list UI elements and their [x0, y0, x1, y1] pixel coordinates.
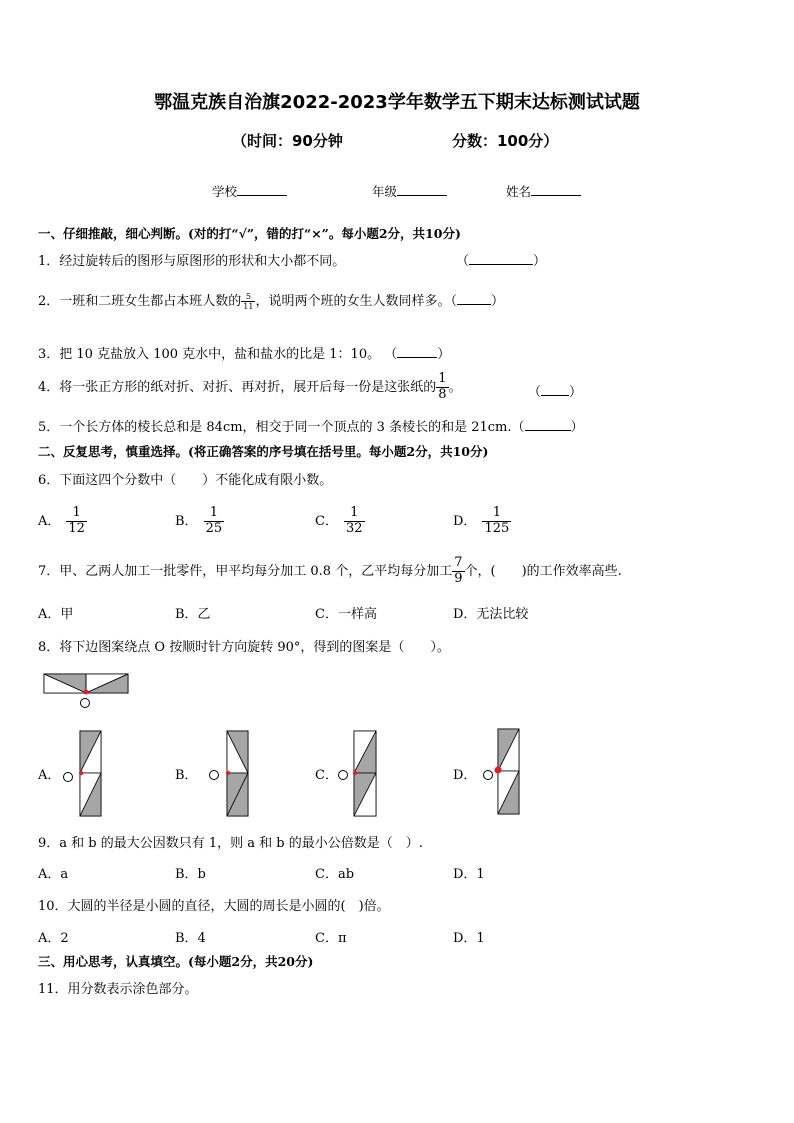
- q8-option-b-figure[interactable]: [210, 731, 249, 816]
- q7-option-a[interactable]: A．甲: [38, 607, 74, 622]
- page-title: 鄂温克族自治旗2022-2023学年数学五下期末达标测试试题: [154, 92, 640, 113]
- q6-c-den: 32: [345, 520, 363, 536]
- q8-option-c-label[interactable]: C．: [315, 768, 338, 783]
- q8-option-a-figure[interactable]: [64, 731, 102, 816]
- name-label: 姓名: [506, 184, 532, 199]
- exam-score: 分数：100分）: [452, 132, 559, 150]
- q4-text-b: 。: [448, 379, 462, 395]
- q2-text-b: ，说明两个班的女生人数同样多。（: [255, 294, 457, 309]
- q6-d-den: 125: [484, 520, 510, 536]
- q6-a-label: A．: [38, 513, 61, 529]
- q8-option-d-label[interactable]: D．: [453, 768, 477, 783]
- q6-a-den: 12: [68, 520, 85, 536]
- q8-original-figure: [44, 674, 128, 708]
- q6-b-den: 25: [205, 520, 223, 536]
- q9-option-a[interactable]: A．a: [38, 867, 69, 882]
- q8-option-c-figure[interactable]: [339, 731, 377, 816]
- section3-heading: 三、用心思考，认真填空。(每小题2分，共20分): [38, 954, 314, 969]
- exam-time: （时间：90分钟: [232, 132, 343, 150]
- q3-text: 3．把 10 克盐放入 100 克水中，盐和盐水的比是 1：10。 （: [38, 347, 398, 362]
- q4-paren-open: （: [528, 385, 542, 400]
- q9-option-d[interactable]: D．1: [453, 867, 485, 882]
- q8-option-d-figure[interactable]: [484, 729, 520, 814]
- q4-text-a: 4．将一张正方形的纸对折、对折、再对折，展开后每一份是这张纸的: [38, 379, 437, 395]
- q8-option-a-label[interactable]: A．: [38, 768, 61, 783]
- q2-text-a: 2．一班和二班女生都占本班人数的: [38, 294, 242, 309]
- question-9: 9．a 和 b 的最大公因数只有 1，则 a 和 b 的最小公倍数是（ ）.: [38, 836, 423, 851]
- q7-text-a: 7．甲、乙两人加工一批零件，甲平均每分加工 0.8 个，乙平均每分加工: [38, 563, 453, 579]
- q2-frac-den: 11: [243, 302, 254, 311]
- q7-frac-num: 7: [454, 555, 463, 570]
- q6-b-label: B．: [175, 513, 198, 529]
- q7-option-b[interactable]: B．乙: [175, 607, 211, 622]
- grade-label: 年级: [372, 184, 398, 199]
- q5-text: 5．一个长方体的棱长总和是 84cm，相交于同一个顶点的 3 条棱长的和是 21cm.（: [38, 420, 525, 435]
- q6-c-num: 1: [344, 506, 365, 522]
- section1-heading: 一、仔细推敲，细心判断。(对的打“√”，错的打“×”。每小题2分，共10分): [38, 226, 461, 241]
- q4-frac-den: 8: [438, 386, 447, 402]
- school-label: 学校: [212, 184, 238, 199]
- q8-option-b-label[interactable]: B．: [175, 768, 198, 783]
- question-11: 11．用分数表示涂色部分。: [38, 982, 198, 997]
- q7-text-b: 个，( )的工作效率高些.: [464, 563, 622, 579]
- question-6: 6．下面这四个分数中（ ）不能化成有限小数。: [38, 473, 333, 488]
- q1-text: 1．经过旋转后的图形与原图形的形状和大小都不同。: [38, 254, 346, 269]
- q1-paren-close: ）: [533, 254, 547, 269]
- q7-frac-den: 9: [454, 570, 463, 586]
- q6-d-num: 1: [482, 506, 511, 522]
- q9-option-b[interactable]: B．b: [175, 867, 206, 882]
- q4-paren-close: ）: [569, 385, 583, 400]
- q1-paren-open: （: [456, 254, 470, 269]
- q4-frac-num: 1: [438, 371, 447, 386]
- q5-paren-close: ）: [570, 420, 584, 435]
- q10-option-c[interactable]: C．π: [315, 931, 347, 946]
- q6-d-label: D．: [453, 513, 477, 529]
- question-8: 8．将下边图案绕点 O 按顺时针方向旋转 90°，得到的图案是（ ）。: [38, 640, 450, 655]
- q2-frac-num: 5: [241, 292, 255, 302]
- q6-c-label: C．: [315, 513, 338, 529]
- section2-heading: 二、反复思考，慎重选择。(将正确答案的序号填在括号里。每小题2分，共10分): [38, 444, 489, 459]
- q10-option-b[interactable]: B．4: [175, 931, 206, 946]
- q7-option-c[interactable]: C．一样高: [315, 607, 377, 622]
- question-10: 10．大圆的半径是小圆的直径，大圆的周长是小圆的( )倍。: [38, 899, 390, 914]
- q10-option-a[interactable]: A．2: [38, 931, 69, 946]
- q3-paren-close: ）: [437, 347, 451, 362]
- q6-a-num: 1: [66, 506, 87, 522]
- q9-option-c[interactable]: C．ab: [315, 867, 355, 882]
- q2-paren-close: ）: [490, 294, 504, 309]
- q10-option-d[interactable]: D．1: [453, 931, 485, 946]
- q7-option-d[interactable]: D．无法比较: [453, 607, 529, 622]
- q6-b-num: 1: [204, 506, 225, 522]
